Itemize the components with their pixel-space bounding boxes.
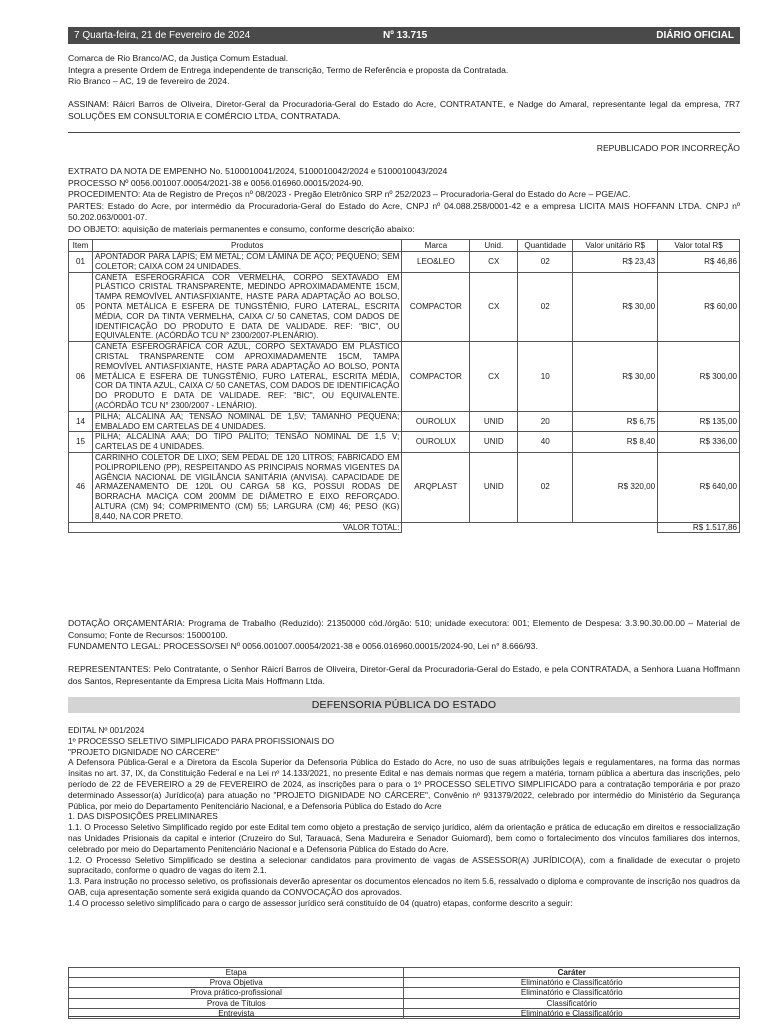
col-header: Marca — [402, 240, 470, 252]
item-quantity: 02 — [518, 452, 573, 522]
item-brand: COMPACTOR — [402, 342, 470, 412]
etapa-carater: Classificatório — [404, 998, 740, 1008]
col-header: Valor unitário R$ — [573, 240, 658, 252]
edital-number: EDITAL Nº 001/2024 — [68, 725, 145, 735]
item-unit: UNID — [470, 432, 518, 453]
etapa-name: Prova prático-profissional — [69, 988, 404, 998]
item-unit-price: R$ 23,43 — [573, 252, 658, 273]
item-quantity: 20 — [518, 411, 573, 432]
etapa-name: Prova Objetiva — [69, 978, 404, 988]
page-date: 7 Quarta-feira, 21 de Fevereiro de 2024 — [74, 30, 251, 41]
table-row — [69, 342, 740, 412]
table-row — [69, 998, 740, 1008]
item-unit: CX — [470, 272, 518, 342]
col-header: Unid. — [470, 240, 518, 252]
extrato-objeto: DO OBJETO: aquisição de materiais permanentes e consumo, conforme descrição abaixo: — [68, 223, 415, 234]
item-quantity: 02 — [518, 252, 573, 273]
edital-project: "PROJETO DIGNIDADE NO CÁRCERE" — [68, 746, 219, 757]
table-row — [69, 432, 740, 453]
item-total-price: R$ 60,00 — [658, 272, 740, 342]
total-spacer — [402, 522, 658, 533]
item-description: APONTADOR PARA LÁPIS; EM METAL; COM LÂMINA DE AÇO; PEQUENO; SEM COLETOR; CAIXA COM 24 UNIDADES. — [92, 252, 401, 273]
intro-line: Comarca de Rio Branco/AC, da Justiça Comum Estadual. — [68, 53, 289, 63]
item-brand: ARQPLAST — [402, 452, 470, 522]
signers-paragraph: ASSINAM: Ráicri Barros de Oliveira, Diretor-Geral da Procuradoria-Geral do Estado do Acre, CONTRATANTE, e Nadge do Amaral, representante legal da empresa, 7R7 SOLUÇÕES EM CONSULTORIA E COMÉRCIO LTDA, CONTRATADA. — [68, 99, 740, 121]
edital-block — [68, 725, 740, 909]
divider — [68, 132, 740, 133]
table-row — [69, 252, 740, 273]
edital-paragraph: 1.4 O processo seletivo simplificado para o cargo de assessor jurídico será constituído de 04 (quatro) etapas, conforme descrito a seguir: — [68, 897, 573, 908]
section-title: DEFENSORIA PÚBLICA DO ESTADO — [68, 697, 740, 713]
edital-section-heading: 1. DAS DISPOSIÇÕES PRELIMINARES — [68, 811, 218, 822]
item-number: 06 — [69, 342, 93, 412]
items-table — [68, 239, 740, 533]
total-value: R$ 1.517,86 — [658, 522, 740, 533]
extrato-partes: PARTES: Estado do Acre, por intermédio da Procuradoria-Geral do Estado do Acre, CNPJ nº 04.088.258/0001-42 e a empresa LICITA MAIS HOFFANN LTDA. CNPJ nº 50.202.063/0001-07. — [68, 200, 740, 223]
item-unit: UNID — [470, 411, 518, 432]
dotacao-paragraph: DOTAÇÃO ORÇAMENTÁRIA: Programa de Trabalho (Reduzido): 21350000 cód./órgão: 510; unidade executora: 001; Elemento de Despesa: 3.3.90.30.00.00 – Material de Consumo; Fonte de Recursos: 15000100. — [68, 618, 740, 640]
item-number: 15 — [69, 432, 93, 453]
extrato-block — [68, 166, 740, 236]
item-brand: OUROLUX — [402, 411, 470, 432]
item-unit: CX — [470, 342, 518, 412]
item-brand: COMPACTOR — [402, 272, 470, 342]
items-header-row — [69, 240, 740, 252]
item-total-price: R$ 46,86 — [658, 252, 740, 273]
edital-paragraph: 1.3. Para instrução no processo seletivo, os profissionais deverão apresentar os documentos elencados no item 5.6, ressalvado o diploma e comprovante de inscrição nos quadros da OAB, cuja apresentação somente será exigida quando da CONVOCAÇÃO dos aprovados. — [68, 876, 740, 897]
extrato-processo: PROCESSO Nº 0056.001007.00054/2021-38 e 0056.016960.00015/2024-90. — [68, 177, 364, 188]
item-quantity: 10 — [518, 342, 573, 412]
item-unit-price: R$ 320,00 — [573, 452, 658, 522]
item-brand: LEO&LEO — [402, 252, 470, 273]
item-number: 46 — [69, 452, 93, 522]
republicado-note: REPUBLICADO POR INCORREÇÃO — [596, 143, 740, 153]
total-row — [69, 522, 740, 533]
item-unit-price: R$ 6,75 — [573, 411, 658, 432]
item-quantity: 40 — [518, 432, 573, 453]
journal-title: DIÁRIO OFICIAL — [656, 30, 734, 41]
etapa-name: Prova de Títulos — [69, 998, 404, 1008]
issue-number: Nº 13.715 — [383, 30, 428, 41]
col-header: Caráter — [404, 968, 740, 978]
col-header: Valor total R$ — [658, 240, 740, 252]
intro-line: Integra a presente Ordem de Entrega independente de transcrição, Termo de Referência e proposta da Contratada. — [68, 64, 509, 75]
table-row — [69, 452, 740, 522]
intro-block — [68, 53, 740, 88]
item-total-price: R$ 640,00 — [658, 452, 740, 522]
table-row — [69, 272, 740, 342]
item-number: 01 — [69, 252, 93, 273]
item-quantity: 02 — [518, 272, 573, 342]
etapas-header-row — [69, 968, 740, 978]
total-label: VALOR TOTAL: — [69, 522, 402, 533]
col-header: Etapa — [69, 968, 404, 978]
item-unit: UNID — [470, 452, 518, 522]
page-header-bar — [68, 27, 740, 44]
table-row — [69, 978, 740, 988]
col-header: Item — [69, 240, 93, 252]
item-number: 05 — [69, 272, 93, 342]
item-total-price: R$ 300,00 — [658, 342, 740, 412]
item-brand: OUROLUX — [402, 432, 470, 453]
item-description: PILHA; ALCALINA AA; TENSÃO NOMINAL DE 1,5V; TAMANHO PEQUENA; EMBALADO EM CARTELAS DE 4 UNIDADES. — [92, 411, 401, 432]
item-unit-price: R$ 30,00 — [573, 272, 658, 342]
items-table-wrap — [68, 239, 740, 533]
extrato-procedimento: PROCEDIMENTO: Ata de Registro de Preços nº 08/2023 - Pregão Eletrônico SRP nº 252/2023 – Procuradoria-Geral do Estado do Acre – PGE/AC. — [68, 189, 631, 200]
edital-heading: 1º PROCESSO SELETIVO SIMPLIFICADO PARA PROFISSIONAIS DO — [68, 735, 335, 746]
item-total-price: R$ 135,00 — [658, 411, 740, 432]
item-unit: CX — [470, 252, 518, 273]
table-row — [69, 988, 740, 998]
fundamento-paragraph: FUNDAMENTO LEGAL: PROCESSO/SEI Nº 0056.001007.00054/2021-38 e 0056.016960.00015/2024-90, Lei n° 8.666/93. — [68, 641, 538, 651]
item-description: CARRINHO COLETOR DE LIXO; SEM PEDAL DE 120 LITROS; FABRICADO EM POLIPROPILENO (PP), RESPEITANDO AS PRINCIPAIS NORMAS VIGENTES DA AGÊNCIA NACIONAL DE VIGILÂNCIA SANITÁRIA (ANVISA). CAPACIDADE DE ARMAZENAMENTO DE 120L OU CARGA 58 KG, POSSUI RODAS DE BORRACHA MACIÇA COM 200MM DE DIÂMETRO E EIXO REFORÇADO. ALTURA (CM) 94; COMPRIMENTO (CM) 55; LARGURA (CM) 46; PESO (KG) 8,440, NA COR PRETO. — [92, 452, 401, 522]
col-header: Quantidade — [518, 240, 573, 252]
etapa-name: Entrevista — [69, 1008, 404, 1018]
intro-line: Rio Branco – AC, 19 de fevereiro de 2024. — [68, 76, 230, 87]
item-description: CANETA ESFEROGRÁFICA COR VERMELHA, CORPO SEXTAVADO EM PLÁSTICO CRISTAL TRANSPARENTE, MEDINDO APROXIMADAMENTE 15CM, TAMPA REMOVÍVEL ANTIASFIXIANTE, HASTE PARA ADAPTAÇÃO AO BOLSO, PONTA METÁLICA E ESFERA DE TUNGSTÊNIO, FURO LATERAL, ESCRITA MÉDIA, COR DA TINTA VERMELHA, CAIXA C/ 50 CANETAS, COM DADOS DE IDENTIFICAÇÃO DO PRODUTO E DATA DE VALIDADE. REF: "BIC", OU EQUIVALENTE. (ACÓRDÃO TCU N° 2300/2007-PLENÁRIO). — [92, 272, 401, 342]
item-description: CANETA ESFEROGRÁFICA COR AZUL, CORPO SEXTAVADO EM PLÁSTICO CRISTAL TRANSPARENTE COM APROXIMADAMENTE 15CM, TAMPA REMOVÍVEL ANTIASFIXIANTE, HASTE PARA ADAPTAÇÃO AO BOLSO, PONTA METÁLICA E ESFERA DE TUNGSTÊNIO, FURO LATERAL, ESCRITA MÉDIA, COR DA TINTA AZUL, CAIXA C/ 50 CANETAS, COM DADOS DE IDENTIFICAÇÃO DO PRODUTO E DATA DE VALIDADE. REF: "BIC", OU EQUIVALENTE. (ACÓRDÃO TCU N° 2300/2007 - LENÁRIO). — [92, 342, 401, 412]
extrato-title: EXTRATO DA NOTA DE EMPENHO No. 5100010041/2024, 5100010042/2024 e 5100010043/2024 — [68, 166, 448, 176]
bottom-divider — [68, 1016, 740, 1017]
etapas-table — [68, 967, 740, 1019]
etapas-table-wrap — [68, 967, 740, 1019]
item-description: PILHA; ALCALINA AAA; DO TIPO PALITO; TENSÃO NOMINAL DE 1,5 V; CARTELAS DE 4 UNIDADES. — [92, 432, 401, 453]
etapa-carater: Eliminatório e Classificatório — [404, 1008, 740, 1018]
etapa-carater: Eliminatório e Classificatório — [404, 988, 740, 998]
item-total-price: R$ 336,00 — [658, 432, 740, 453]
edital-paragraph: 1.1. O Processo Seletivo Simplificado regido por este Edital tem como objeto a prestação de serviço jurídico, além da orientação e prática de educação em direitos e ressocialização nas Unidades Prisionais da capital e interior (Cruzeiro do Sul, Tarauacá, Sena Madureira e Senador Guiomard), bem como o fortalecimento dos vínculos familiares dos internos, celebrado por meio do Departamento Penitenciário Nacional e a Defensoria Pública do Estado do Acre. — [68, 822, 740, 854]
item-unit-price: R$ 8,40 — [573, 432, 658, 453]
etapa-carater: Eliminatório e Classificatório — [404, 978, 740, 988]
edital-paragraph: A Defensora Pública-Geral e a Diretora da Escola Superior da Defensoria Pública do Estado do Acre, no uso de suas atribuições legais e regulamentares, na forma das normas ínsitas no art. 37, IX, da Constituição Federal e na Lei nº 14.133/2021, no presente Edital e nas demais normas que regem a matéria, tornam pública a abertura das inscrições, pelo período de 22 de FEVEREIRO a 29 de FEVEREIRO de 2024, as inscrições para o para o 1º PROCESSO SELETIVO SIMPLIFICADO para a contratação temporária e por prazo determinado Assessor(a) Jurídico(a) para atuação no "PROJETO DIGNIDADE NO CÁRCERE", Convênio nº 931379/2022, celebrado por intermédio do Ministério da Segurança Pública, por meio do Departamento Penitenciário Nacional, e a Defensoria Pública do Estado do Acre — [68, 757, 740, 811]
edital-paragraph: 1.2. O Processo Seletivo Simplificado se destina a selecionar candidatos para provimento de vagas de ASSESSOR(A) JURÍDICO(A), com a finalidade de executar o projeto supracitado, conforme o quadro de vagas do item 2.1. — [68, 854, 740, 876]
item-number: 14 — [69, 411, 93, 432]
table-row — [69, 411, 740, 432]
item-unit-price: R$ 30,00 — [573, 342, 658, 412]
col-header: Produtos — [92, 240, 401, 252]
representantes-paragraph: REPRESENTANTES: Pelo Contratante, o Senhor Ráicri Barros de Oliveira, Diretor-Geral da Procuradoria-Geral do Estado, e pela CONTRATADA, a Senhora Luana Hoffmann dos Santos, Representante da Empresa Licita Mais Hoffmann Ltda. — [68, 664, 740, 686]
